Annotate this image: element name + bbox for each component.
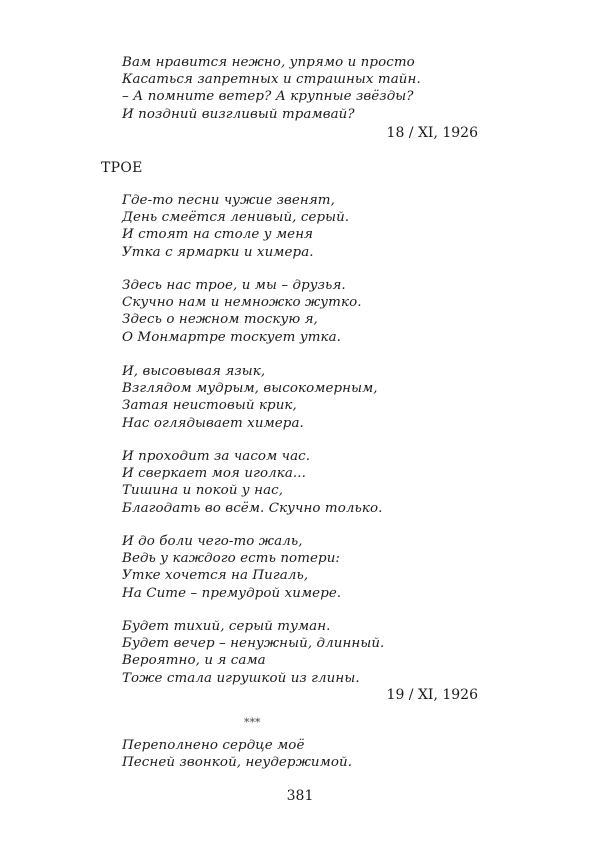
poem-title: ТРОЕ xyxy=(101,160,143,176)
poem-line: Касаться запретных и страшных тайн. xyxy=(122,72,421,88)
poem-stanza xyxy=(122,618,384,687)
poem-line: Здесь о нежном тоскую я, xyxy=(122,312,318,328)
poem-stanza xyxy=(122,277,362,346)
poem-line: О Монмартре тоскует утка. xyxy=(122,329,342,345)
poem-line: И проходит за часом час. xyxy=(122,449,311,464)
poem-line: Утке хочется на Пигаль, xyxy=(122,568,309,584)
poem-line: Затая неистовый крик, xyxy=(122,398,297,414)
poem-line: Вам нравится нежно, упрямо и просто xyxy=(122,55,415,70)
poem-line: Переполнено сердце моё xyxy=(122,738,305,753)
next-poem-stanza xyxy=(122,737,352,771)
poem-line: Здесь нас трое, и мы – друзья. xyxy=(122,278,346,293)
poem-line: Где-то песни чужие звенят, xyxy=(122,193,335,208)
poem-line: День смеётся ленивый, серый. xyxy=(122,210,350,226)
poem-line: И, высовывая язык, xyxy=(122,364,266,379)
poem-stanza xyxy=(122,363,378,432)
poem-line: Тишина и покой у нас, xyxy=(122,483,284,499)
poem-line: Песней звонкой, неудержимой. xyxy=(122,755,353,771)
poem-line: Ведь у каждого есть потери: xyxy=(122,551,341,567)
poem-line: Нас оглядывает химера. xyxy=(122,415,304,431)
poem-line: И до боли чего-то жаль, xyxy=(122,534,303,549)
poem-line: Тоже стала игрушкой из глины. xyxy=(122,670,360,686)
poem-line: Благодать во всём. Скучно только. xyxy=(122,500,383,516)
poem-line: И стоят на столе у меня xyxy=(122,227,314,243)
previous-poem-stanza xyxy=(122,54,421,123)
poem-line: – А помните ветер? А крупные звёзды? xyxy=(122,89,414,105)
poem-stanza xyxy=(122,192,349,261)
poem-line: На Сите – премудрой химере. xyxy=(122,585,342,601)
poem-line: И поздний визгливый трамвай? xyxy=(122,106,355,122)
poem-line: Скучно нам и немножко жутко. xyxy=(122,295,362,311)
page-number: 381 xyxy=(286,788,314,804)
section-separator: *** xyxy=(244,716,261,729)
poem-line: Утка с ярмарки и химера. xyxy=(122,244,314,260)
poem-line: И сверкает моя иголка... xyxy=(122,466,306,482)
poem-line: Будет тихий, серый туман. xyxy=(122,619,331,634)
poem-line: Будет вечер – ненужный, длинный. xyxy=(122,636,385,652)
poem-stanza xyxy=(122,448,383,517)
poem-date: 18 / XI, 1926 xyxy=(386,125,478,141)
poem-line: Взглядом мудрым, высокомерным, xyxy=(122,381,378,397)
poem-line: Вероятно, и я сама xyxy=(122,653,266,669)
poem-stanza xyxy=(122,533,341,602)
poem-date: 19 / XI, 1926 xyxy=(386,687,478,703)
